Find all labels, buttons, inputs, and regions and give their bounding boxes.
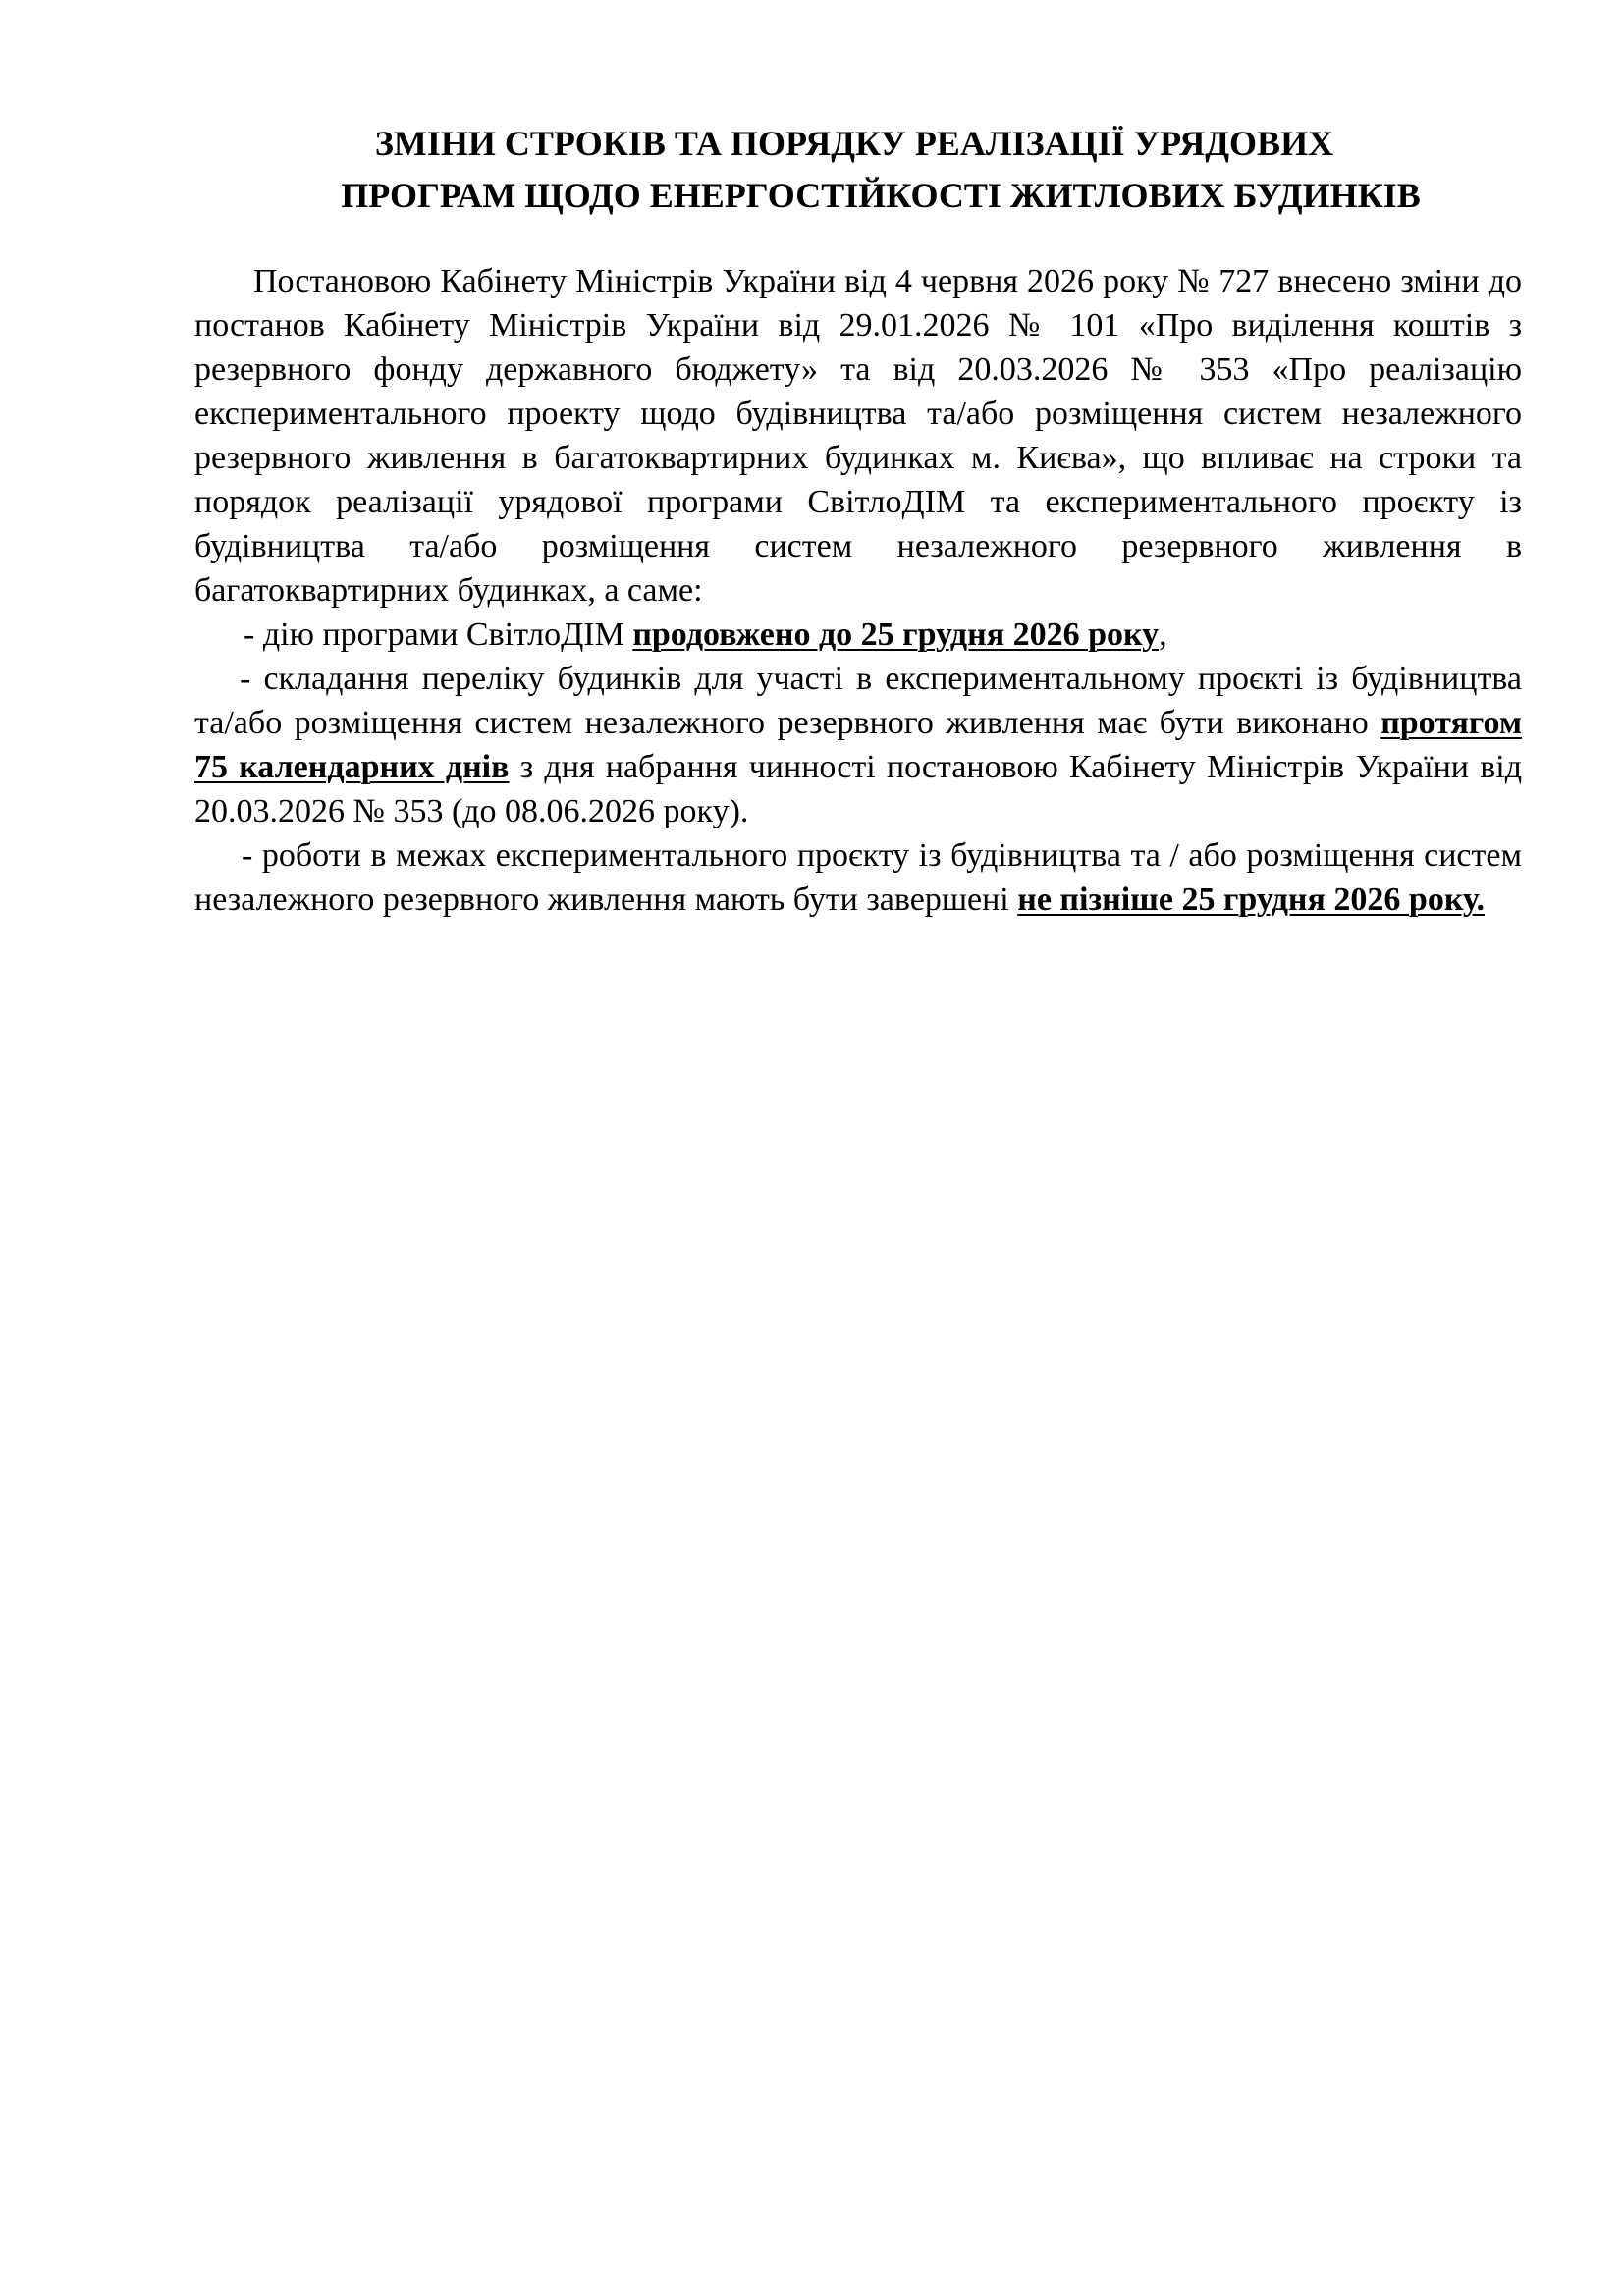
title-line-1: ЗМІНИ СТРОКІВ ТА ПОРЯДКУ РЕАЛІЗАЦІЇ УРЯДОВИХ: [374, 124, 1334, 163]
list-item-works-completion: [194, 833, 1522, 922]
item-2-deadline: протягом 75 календарних днів: [194, 705, 1522, 785]
document-title: [0, 118, 1624, 222]
item-1-text: - дію програми СвітлоДІМ: [244, 616, 633, 653]
item-3-deadline: не пізніше 25 грудня 2026 року.: [1017, 881, 1486, 918]
title-line-2: ПРОГРАМ ЩОДО ЕНЕРГОСТІЙКОСТІ ЖИТЛОВИХ БУДИНКІВ: [341, 176, 1421, 215]
list-item-program-extension: [194, 613, 1522, 657]
item-2-suffix: з дня набрання чинності постановою Кабінету Міністрів України від 20.03.2026 № 353 (до 08.06.2026 року).: [194, 749, 1523, 829]
item-1-deadline: продовжено до 25 грудня 2026 року: [632, 616, 1160, 653]
item-1-suffix: ,: [1159, 616, 1167, 653]
list-item-building-list: [194, 657, 1522, 833]
intro-paragraph: Постановою Кабінету Міністрів України від 4 червня 2026 року № 727 внесено зміни до постанов Кабінету Міністрів України від 29.01.2026 № 101 «Про виділення коштів з резервного фонду державного бюджету» та від 20.03.2026 № 353 «Про реалізацію експериментального проекту щодо будівництва та/або розміщення систем незалежного резервного живлення в багатоквартирних будинках м. Києва», що впливає на строки та порядок реалізації урядової програми СвітлоДІМ та експериментального проєкту із будівництва та/або розміщення систем незалежного резервного живлення в багатоквартирних будинках, а саме:: [194, 263, 1522, 609]
item-3-text: - роботи в межах експериментального проєкту із будівництва та / або розміщення систем незалежного резервного живлення мають бути завершені: [194, 837, 1522, 918]
item-2-text: - складання переліку будинків для участі в експериментальному проєкті із будівництва та/або розміщення систем незалежного резервного живлення має бути виконано: [194, 661, 1522, 741]
document-body: [194, 259, 1522, 922]
